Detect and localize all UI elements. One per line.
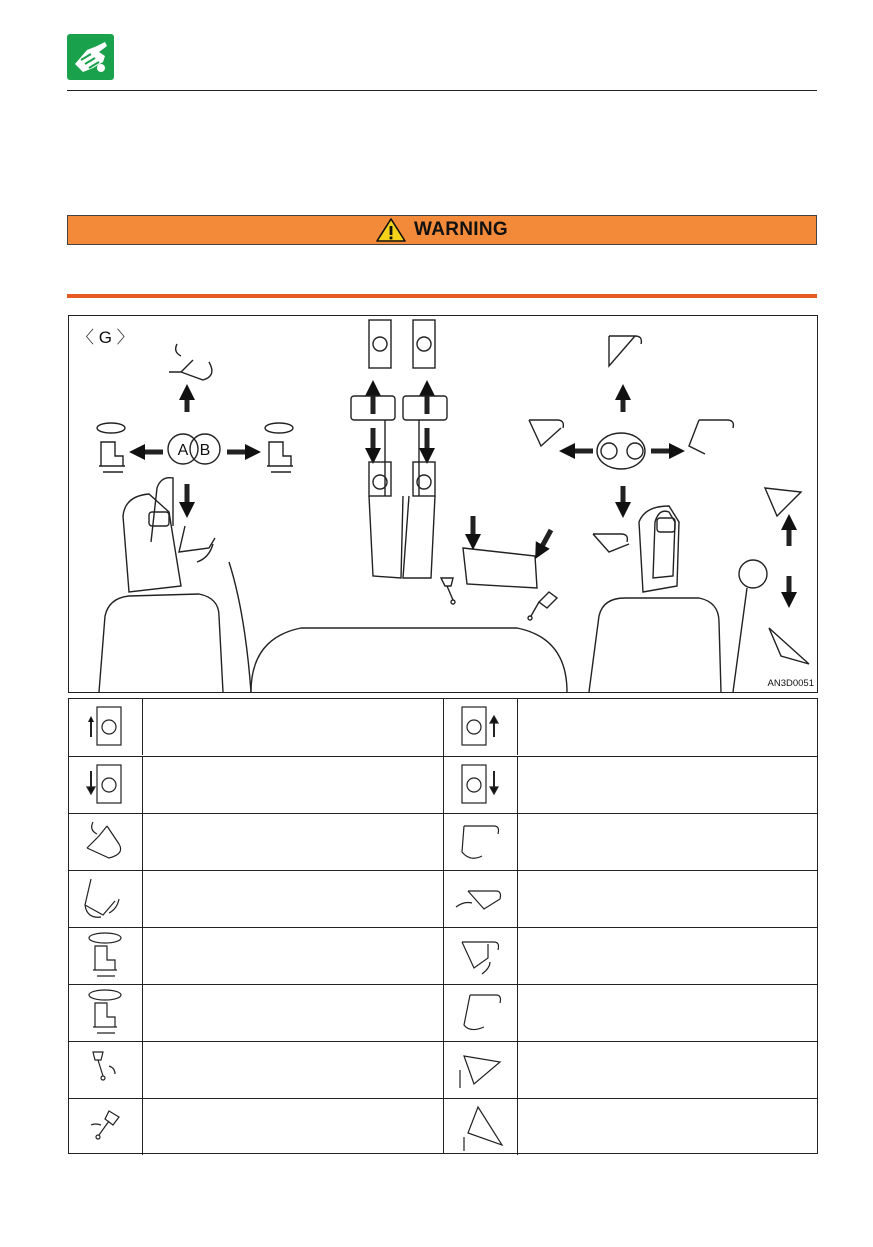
section-rule xyxy=(67,294,817,298)
header-rule xyxy=(67,90,817,91)
legend-left-text xyxy=(143,1099,443,1155)
left-track-forward-icon xyxy=(69,699,143,755)
boom-swing-pedal xyxy=(441,516,557,620)
bucket-dump-icon xyxy=(444,928,518,984)
arm-in-icon xyxy=(444,985,518,1041)
legend-right-text xyxy=(518,985,816,1041)
warning-banner xyxy=(67,215,817,245)
swing-left-icon xyxy=(69,928,143,984)
operator-seat xyxy=(99,494,721,692)
control-pattern-figure xyxy=(68,315,818,693)
swing-right-icon xyxy=(69,985,143,1041)
boom-up-icon xyxy=(69,814,143,870)
hand-operation-icon xyxy=(67,34,114,80)
legend-right-text xyxy=(518,814,816,870)
legend-row xyxy=(69,984,817,1041)
legend-left-text xyxy=(143,928,443,984)
boom-swing-right-icon xyxy=(69,1099,143,1155)
right-track-forward-icon xyxy=(444,699,518,755)
left-control-lever xyxy=(97,344,293,562)
legend-right-text xyxy=(518,757,816,813)
travel-levers xyxy=(351,320,447,578)
legend-left-text xyxy=(143,757,443,813)
button-b-label: B xyxy=(199,442,211,459)
right-control-lever xyxy=(529,336,733,578)
legend-left-text xyxy=(143,814,443,870)
legend-row xyxy=(69,756,817,813)
legend-left-text xyxy=(143,699,443,755)
legend-row xyxy=(69,1041,817,1098)
legend-left-text xyxy=(143,985,443,1041)
right-track-reverse-icon xyxy=(444,757,518,813)
legend-right-text xyxy=(518,1099,816,1155)
warning-triangle-icon xyxy=(376,218,406,242)
legend-right-text xyxy=(518,699,816,755)
legend-row xyxy=(69,813,817,870)
legend-right-text xyxy=(518,1042,816,1098)
figure-code: AN3D0051 xyxy=(767,678,814,689)
blade-up-icon xyxy=(444,1042,518,1098)
arm-out-icon xyxy=(444,814,518,870)
boom-swing-left-icon xyxy=(69,1042,143,1098)
legend-table xyxy=(68,698,818,1154)
legend-left-text xyxy=(143,871,443,927)
legend-row xyxy=(69,870,817,927)
blade-down-icon xyxy=(444,1099,518,1155)
boom-down-icon xyxy=(69,871,143,927)
figure-label: 〈 G 〉 xyxy=(77,328,134,347)
legend-row xyxy=(69,1098,817,1155)
legend-right-text xyxy=(518,928,816,984)
legend-row xyxy=(69,699,817,755)
blade-lever xyxy=(733,488,809,692)
warning-label: WARNING xyxy=(414,219,508,240)
bucket-dig-icon xyxy=(444,871,518,927)
button-a-label: A xyxy=(177,442,189,459)
legend-row xyxy=(69,927,817,984)
legend-right-text xyxy=(518,871,816,927)
legend-left-text xyxy=(143,1042,443,1098)
left-track-reverse-icon xyxy=(69,757,143,813)
